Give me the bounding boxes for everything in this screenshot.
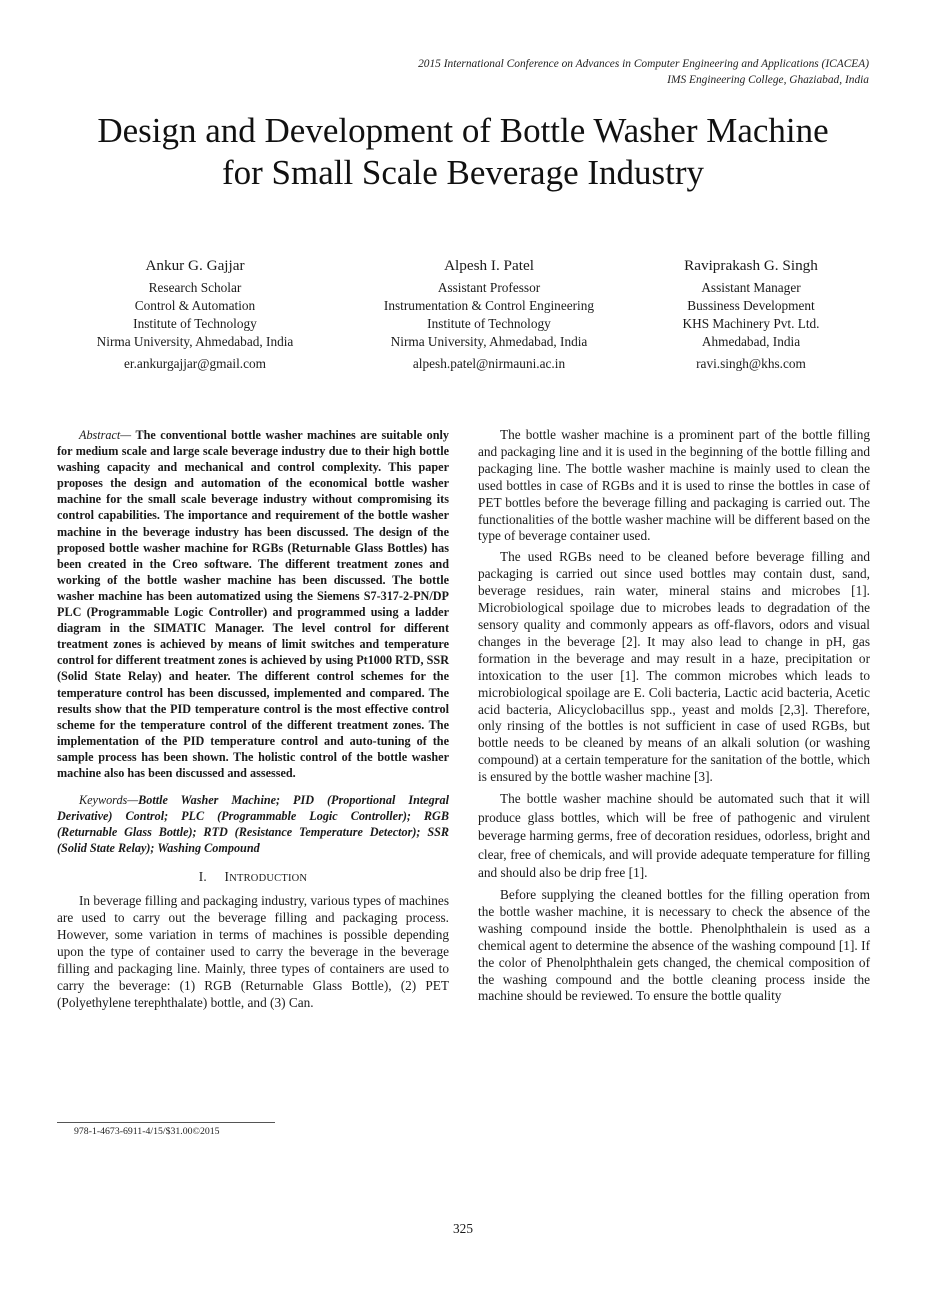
keywords-label: Keywords— — [79, 793, 139, 808]
author-role: Research Scholar — [148, 280, 242, 295]
footnote-divider — [57, 1122, 275, 1123]
conference-venue: IMS Engineering College, Ghaziabad, India — [667, 74, 869, 86]
author-institute: KHS Machinery Pvt. Ltd. — [682, 316, 820, 331]
right-column — [478, 427, 870, 1009]
body-paragraph-2: The used RGBs need to be cleaned before beverage filling and packaging is carried out since used bottles may contain dust, sand, beverage residues, rain water, mineral stains and microbes [1]. Microbiological spoilage due to microbes leads to degradation of the sensory quality and commonly appears as off-flavors, odors and visual changes in the beverage [2]. It may also lead to change in pH, gas formation in the beverage and may result in a haze, precipitation or intoxication to the user [1]. The common microbes which leads to microbiological spoilage are E. Coli bacteria, Lactic acid bacteria, Acetic acid bacteria, Alicyclobacillus spp., yeast and molds [2,3]. Therefore, only rinsing of the bottles is not sufficient in case of used RGBs, but bottle needs to be cleaned by means of an alkali solution (or washing compound) at a certain temperature for the sanitation of the bottle, which is ensured by the bottle washer machine [3]. — [478, 549, 870, 785]
author-email: er.ankurgajjar@gmail.com — [124, 356, 266, 371]
author-role: Assistant Professor — [437, 280, 541, 295]
conference-name: 2015 International Conference on Advances in Computer Engineering and Applications (ICACEA) — [418, 58, 869, 70]
author-email: alpesh.patel@nirmauni.ac.in — [412, 356, 566, 371]
author-department: Bussiness Development — [687, 298, 815, 313]
author-location: Nirma University, Ahmedabad, India — [390, 334, 588, 349]
author-institute: Institute of Technology — [133, 316, 257, 331]
conference-header — [418, 56, 869, 88]
abstract — [57, 427, 449, 781]
author-department: Instrumentation & Control Engineering — [383, 298, 595, 313]
section-number: I. — [198, 869, 207, 885]
author-institute: Institute of Technology — [427, 316, 551, 331]
copyright-footnote: 978-1-4673-6911-4/15/$31.00©2015 — [74, 1126, 220, 1137]
author-role: Assistant Manager — [701, 280, 801, 295]
keywords-text: Bottle Washer Machine; PID (Proportional Integral Derivative) Control; PLC (Programmable Logic Controller); RGB (Returnable Glass Bottle); RTD (Resistance Temperature Detector); SSR (Solid State Relay); Washing Compound — [57, 793, 449, 856]
left-column — [57, 427, 449, 1012]
title-line-2: for Small Scale Beverage Industry — [221, 153, 705, 192]
paper-title — [40, 110, 886, 194]
page-number: 325 — [453, 1221, 473, 1236]
author-block-1 — [45, 256, 345, 373]
author-block-2 — [339, 256, 639, 373]
author-department: Control & Automation — [134, 298, 256, 313]
abstract-text: The conventional bottle washer machines are suitable only for medium scale and large scale beverage industry due to their high bottle washing capacity and mechanical and control complexity. This paper proposes the design and automation of the economical bottle washer machine for the small scale beverage industry without compromising its control capabilities. The importance and requirement of the bottle washer machine in the beverage industry has been discussed. The design of the proposed bottle washer machine for RGBs (Returnable Glass Bottles) has been created in the Creo software. The different treatment zones and working of the bottle washer machine has been discussed. The bottle washer machine has been automatized using the Siemens S7-317-2-PN/DP PLC (Programmable Logic Controller) and programmed using a ladder diagram in the SIMATIC Manager. The level control for different treatment zones is achieved by means of limit switches and temperature control for different treatment zones is achieved by using Pt1000 RTD, SSR (Solid State Relay) and heater. The different control schemes for the temperature control has been discussed, implemented and compared. The results show that the PID temperature control is the most effective control scheme for the temperature control of the different treatment zones. The implementation of the PID temperature control and auto-tuning of the sample process has been shown. The holistic control of the bottle washer machine also has been discussed and assessed. — [57, 428, 449, 780]
author-name: Raviprakash G. Singh — [684, 257, 818, 274]
section-title-initial: I — [224, 869, 230, 885]
author-location: Nirma University, Ahmedabad, India — [96, 334, 294, 349]
body-paragraph-1: The bottle washer machine is a prominent part of the bottle filling and packaging line and it is used in the beginning of the bottle filling and packaging line. The bottle washer machine is mainly used to clean the used bottles in case of RGBs and it is used to rinse the bottles in case of PET bottles before the beverage filling and packaging is carried out. The functionalities of the bottle washer machine will be different based on the type of beverage container used. — [478, 427, 870, 544]
author-email: ravi.singh@khs.com — [696, 356, 806, 371]
author-location: Ahmedabad, India — [701, 334, 801, 349]
title-line-1: Design and Development of Bottle Washer Machine — [97, 111, 829, 150]
abstract-label: Abstract— — [79, 428, 132, 442]
author-block-3 — [601, 256, 901, 373]
author-name: Alpesh I. Patel — [444, 257, 534, 274]
body-paragraph-3: The bottle washer machine should be automated such that it will produce glass bottles, which will be free of pathogenic and virulent beverage harming germs, free of decoration residues, odorless, bright and clear, free of chemicals, and will provide adequate temperature for filling and should also be drip free [1]. — [478, 791, 870, 881]
author-name: Ankur G. Gajjar — [145, 257, 245, 274]
section-title-rest: NTRODUCTION — [229, 873, 308, 885]
keywords — [57, 792, 449, 856]
body-paragraph-4: Before supplying the cleaned bottles for the filling operation from the bottle washer machine, it is necessary to check the absence of the washing compound inside the bottle. Phenolphthalein is used as a chemical agent to determine the absence of the washing compound [1]. If the color of Phenolphthalein gets changed, the chemical composition of the washing compound and the bottle cleaning process inside the machine should be reviewed. To ensure the bottle quality — [478, 887, 870, 1004]
intro-paragraph-1: In beverage filling and packaging industry, various types of machines are used to carry out the beverage filling and packaging process. However, some variation in terms of machines is possible depending upon the type of container used to carry the beverage in the beverage filling and packaging line. Mainly, three types of containers are used to carry the beverage: (1) RGB (Returnable Glass Bottle), (2) PET (Polyethylene terephthalate) bottle, and (3) Can. — [57, 893, 449, 1010]
section-heading-introduction — [57, 869, 449, 888]
